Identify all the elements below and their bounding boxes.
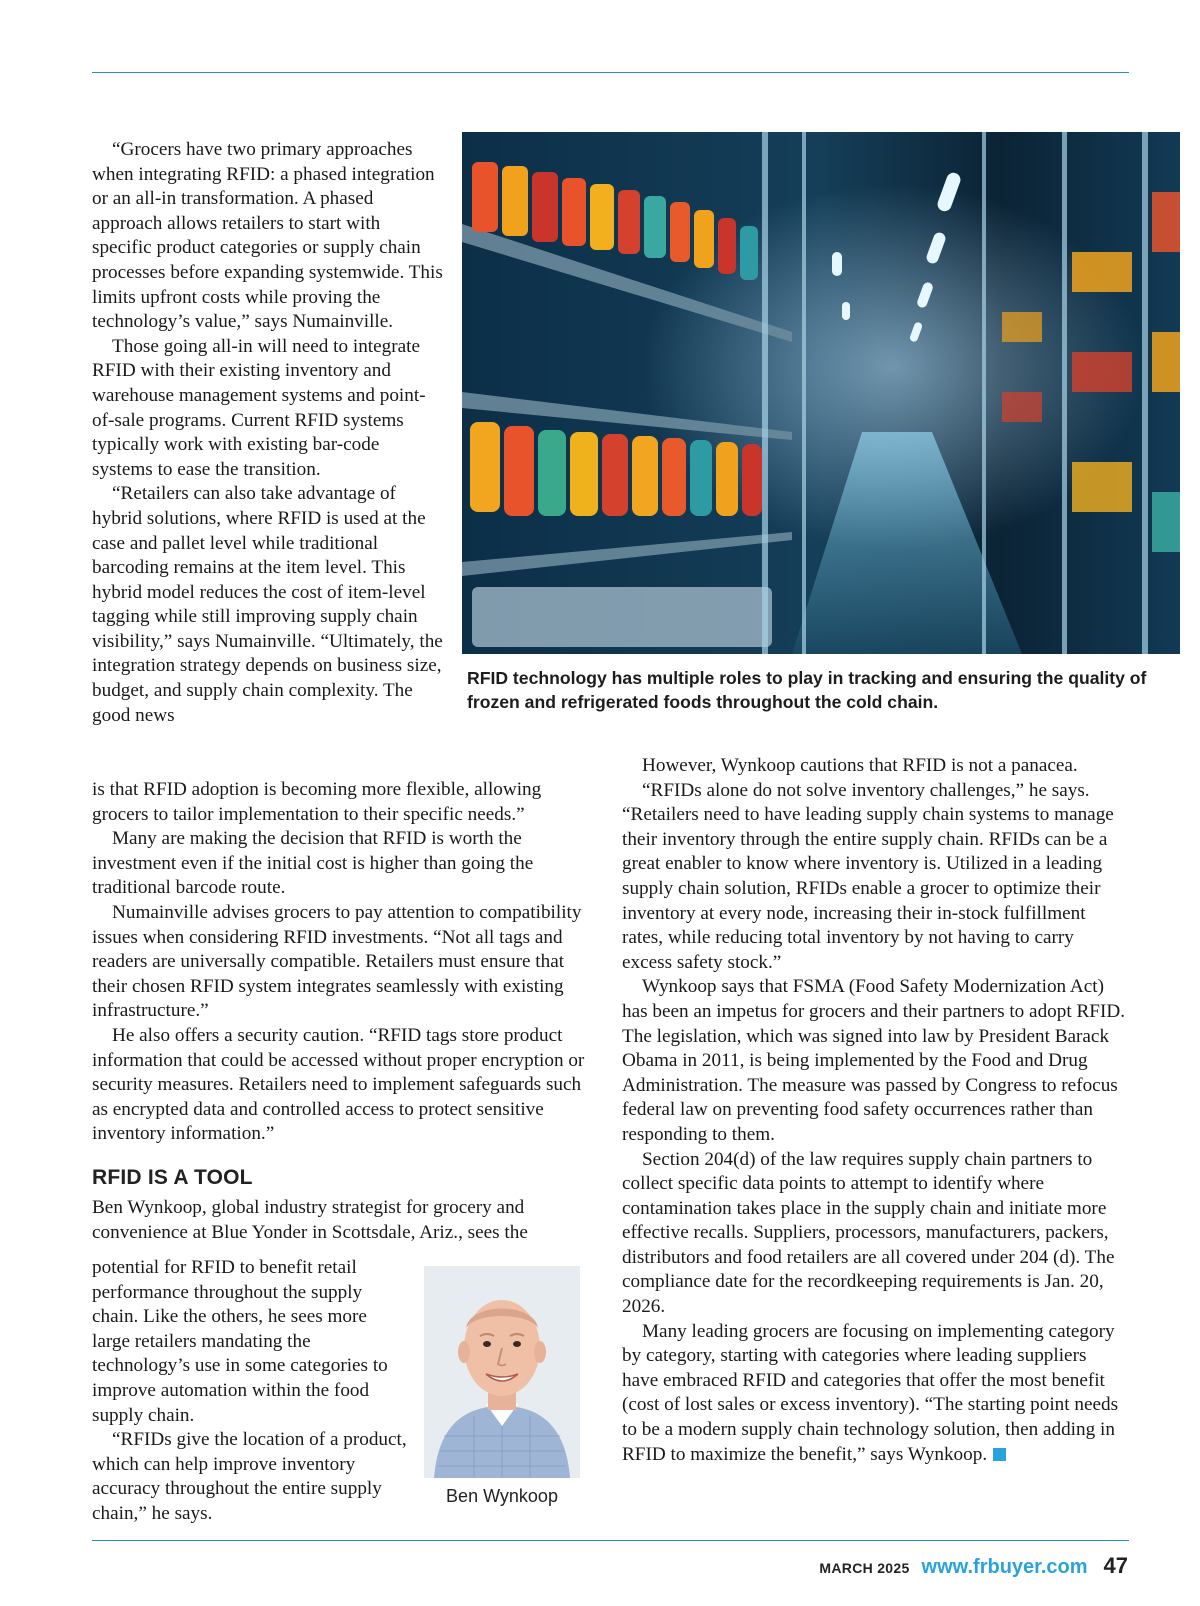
photo-caption: RFID technology has multiple roles to play in tracking and ensuring the quality of frozen and refrigerated foods throughout the cold chain. — [467, 668, 1147, 712]
section-intro — [92, 1196, 598, 1245]
wrapped-text-column — [92, 1256, 408, 1527]
paragraph: Many are making the decision that RFID is worth the investment even if the initial cost is higher than going the traditional barcode route. — [92, 828, 534, 899]
refrigerated-aisle-photo — [462, 132, 1180, 654]
right-column — [622, 754, 1127, 1467]
paragraph: However, Wynkoop cautions that RFID is not a panacea. — [642, 755, 1078, 776]
paragraph: “Retailers can also take advantage of hybrid solutions, where RFID is used at the case and pallet level while traditional barcoding remains at the item level. This hybrid model reduces the cost of item-level tagging while still improving supply chain visibility,” says Numainville. “Ultimately, the integration strategy depends on business size, budget, and supply chain complexity. The good news — [92, 483, 443, 726]
website-link[interactable]: www.frbuyer.com — [921, 1556, 1088, 1578]
section-subhead: RFID IS A TOOL — [92, 1166, 253, 1189]
paragraph: Wynkoop says that FSMA (Food Safety Modernization Act) has been an impetus for grocers and their partners to adopt RFID. The legislation, which was signed into law by President Barack Obama in 2011, is being implemented by the Food and Drug Administration. The measure was passed by Congress to refocus federal law on preventing food safety occurrences rather than responding to them. — [622, 976, 1125, 1145]
paragraph: “Grocers have two primary approaches when integrating RFID: a phased integration or an all-in transformation. A phased approach allows retailers to start with specific product categories or supply chain processes before expanding systemwide. This limits upfront costs while proving the technology’s value,” says Numainville. — [92, 139, 443, 333]
paragraph: He also offers a security caution. “RFID tags store product information that could be accessed without proper encryption or security measures. Retailers need to implement safeguards such as encrypted data and controlled access to protect sensitive inventory information.” — [92, 1024, 585, 1145]
page-number: 47 — [1103, 1553, 1128, 1578]
end-of-article-mark — [993, 1448, 1006, 1461]
issue-date: MARCH 2025 — [819, 1560, 910, 1576]
ben-wynkoop-headshot — [424, 1266, 580, 1478]
paragraph: is that RFID adoption is becoming more flexible, allowing grocers to tailor implementation to their specific needs.” — [92, 779, 542, 825]
left-column-bottom — [92, 778, 598, 1147]
page-footer — [819, 1553, 1128, 1579]
paragraph: Numainville advises grocers to pay attention to compatibility issues when considering RFID investments. “Not all tags and readers are universally compatible. Retailers must ensure that their chosen RFID system integrates seamlessly with existing infrastructure.” — [92, 901, 582, 1022]
paragraph: potential for RFID to benefit retail performance throughout the supply chain. Like the others, he sees more large retailers mandating the technology’s use in some categories to improve automation within the food supply chain. — [92, 1257, 388, 1426]
paragraph: “RFIDs alone do not solve inventory challenges,” he says. “Retailers need to have leading supply chain systems to manage their inventory through the entire supply chain. RFIDs can be a great enabler to know where inventory is. Utilized in a leading supply chain solution, RFIDs enable a grocer to optimize their inventory at every node, increasing their in-stock fulfillment rates, while reducing total inventory by not having to carry excess safety stock.” — [622, 779, 1114, 973]
headshot-caption: Ben Wynkoop — [446, 1486, 558, 1506]
paragraph: Ben Wynkoop, global industry strategist for grocery and convenience at Blue Yonder in Scottsdale, Ariz., sees the — [92, 1197, 528, 1243]
paragraph: Those going all-in will need to integrate RFID with their existing inventory and warehouse management systems and point-of-sale programs. Current RFID systems typically work with existing bar-code systems to ease the transition. — [92, 335, 426, 480]
left-column-top — [92, 138, 444, 728]
bottom-rule — [92, 1540, 1129, 1541]
paragraph-final — [622, 1320, 1127, 1468]
paragraph: Section 204(d) of the law requires supply chain partners to collect specific data points to attempt to identify where contamination takes place in the supply chain and initiate more effective recalls. Suppliers, processors, manufacturers, packers, distributors and food retailers are all covered under 204 (d). The compliance date for the recordkeeping requirements is Jan. 20, 2026. — [622, 1148, 1115, 1318]
paragraph: “RFIDs give the location of a product, which can help improve inventory accuracy throughout the entire supply chain,” he says. — [92, 1429, 407, 1524]
top-rule — [92, 72, 1129, 73]
paragraph-final-text: Many leading grocers are focusing on implementing category by category, starting with categories where leading suppliers have embraced RFID and categories that offer the most benefit (cost of lost sales or excess inventory). “The starting point needs to be a modern supply chain technology solution, then adding in RFID to maximize the benefit,” says Wynkoop. — [622, 1320, 1119, 1465]
